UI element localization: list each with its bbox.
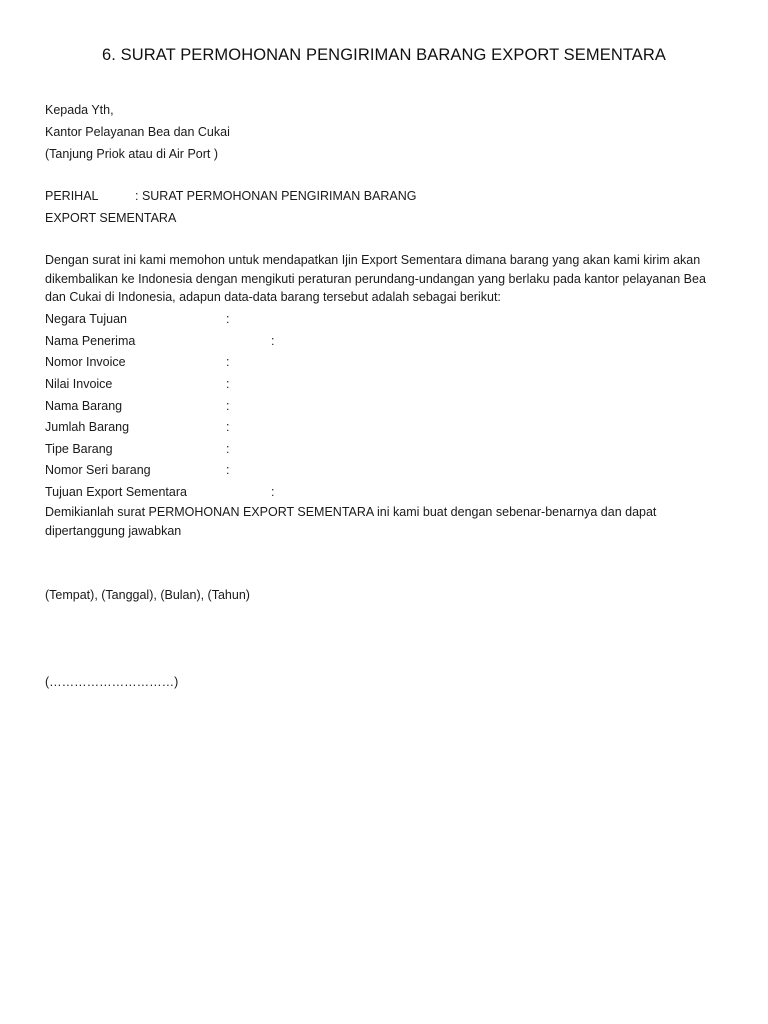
field-colon: : bbox=[226, 355, 230, 369]
field-label: Nilai Invoice bbox=[45, 377, 113, 391]
intro-paragraph: Dengan surat ini kami memohon untuk mendapatkan Ijin Export Sementara dimana barang yang akan kami kirim akan dikembalikan ke Indonesia dengan mengikuti peraturan perundang-undangan yang berlaku pada kantor pelayanan Bea dan Cukai di Indonesia, adapun data-data barang tersebut adalah sebagai berikut: bbox=[45, 253, 706, 304]
field-row bbox=[45, 441, 345, 457]
subject-value: : SURAT PERMOHONAN PENGIRIMAN BARANG bbox=[135, 189, 417, 203]
field-label: Jumlah Barang bbox=[45, 420, 130, 434]
field-row bbox=[45, 311, 345, 327]
field-row bbox=[45, 354, 345, 370]
place-date-line: (Tempat), (Tanggal), (Bulan), (Tahun) bbox=[45, 588, 250, 602]
field-row bbox=[45, 462, 345, 478]
closing-paragraph: Demikianlah surat PERMOHONAN EXPORT SEMENTARA ini kami buat dengan sebenar-benarnya dan dapat dipertanggung jawabkan bbox=[45, 505, 657, 538]
subject-continuation: EXPORT SEMENTARA bbox=[45, 211, 177, 225]
subject-line bbox=[45, 188, 417, 204]
field-colon: : bbox=[226, 377, 230, 391]
field-label: Tipe Barang bbox=[45, 442, 113, 456]
recipient-line-2: Kantor Pelayanan Bea dan Cukai bbox=[45, 125, 230, 139]
field-colon: : bbox=[226, 312, 230, 326]
field-colon: : bbox=[271, 485, 275, 499]
field-colon: : bbox=[226, 442, 230, 456]
signature-placeholder: (…………………………) bbox=[45, 675, 179, 689]
recipient-line-3: (Tanjung Priok atau di Air Port ) bbox=[45, 147, 218, 161]
subject-label: PERIHAL bbox=[45, 189, 99, 203]
field-label: Nomor Invoice bbox=[45, 355, 126, 369]
field-row bbox=[45, 376, 345, 392]
document-title: 6. SURAT PERMOHONAN PENGIRIMAN BARANG EXPORT SEMENTARA bbox=[101, 46, 667, 64]
field-colon: : bbox=[226, 420, 230, 434]
field-label: Negara Tujuan bbox=[45, 312, 128, 326]
field-row bbox=[45, 484, 345, 500]
field-label: Nama Penerima bbox=[45, 334, 136, 348]
field-row bbox=[45, 419, 345, 435]
field-colon: : bbox=[226, 463, 230, 477]
field-label: Tujuan Export Sementara bbox=[45, 485, 187, 499]
field-colon: : bbox=[226, 399, 230, 413]
field-colon: : bbox=[271, 334, 275, 348]
field-row bbox=[45, 398, 345, 414]
recipient-line-1: Kepada Yth, bbox=[45, 103, 114, 117]
field-label: Nama Barang bbox=[45, 399, 123, 413]
field-label: Nomor Seri barang bbox=[45, 463, 151, 477]
field-row bbox=[45, 333, 345, 349]
